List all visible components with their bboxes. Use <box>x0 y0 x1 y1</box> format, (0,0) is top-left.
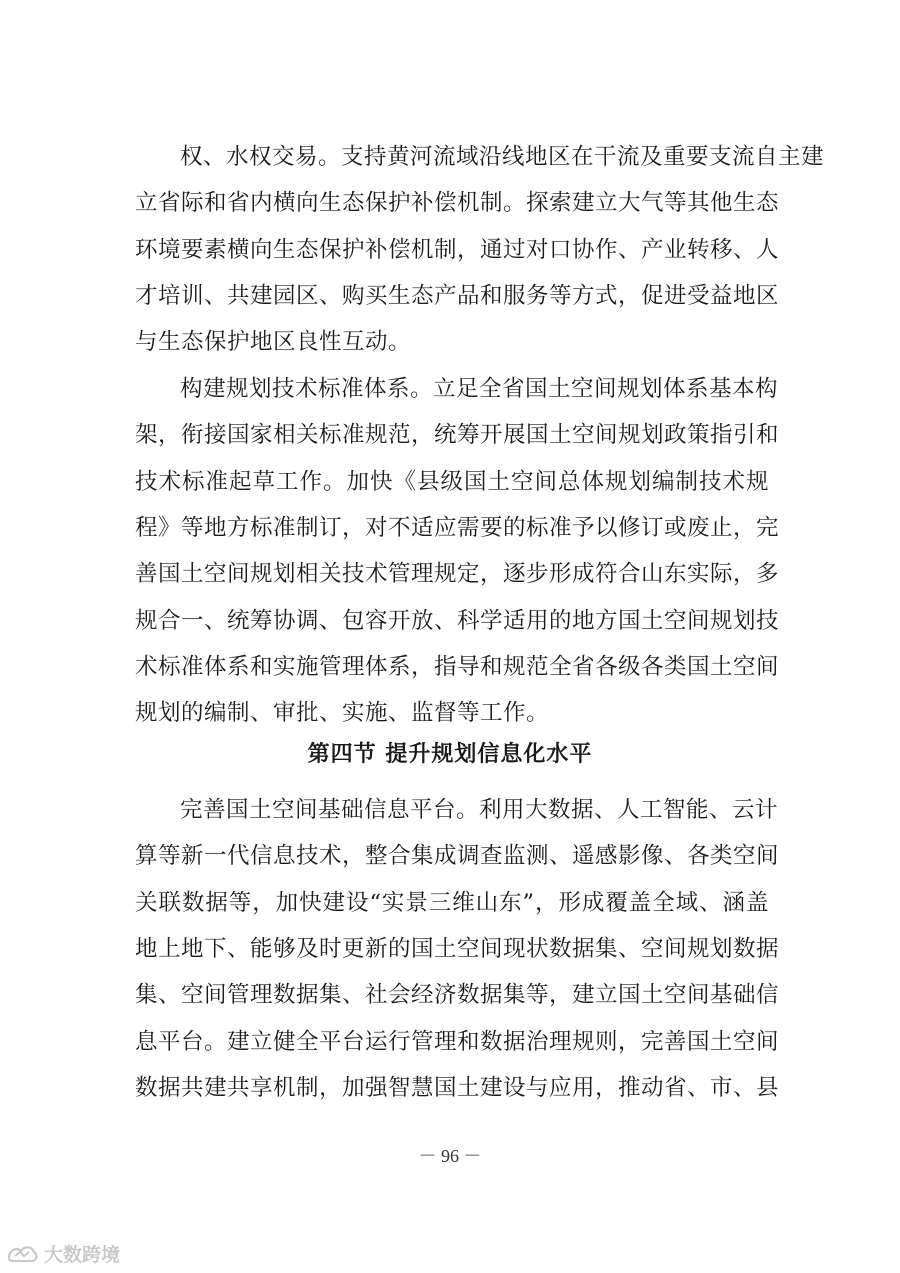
page-number: － 96 － <box>418 1146 482 1166</box>
paragraph-2-line: 术标准体系和实施管理体系，指导和规范全省各级各类国土空间 <box>135 653 780 680</box>
paragraph-1-line: 环境要素横向生态保护补偿机制，通过对口协作、产业转移、人 <box>135 236 780 263</box>
watermark-text: 大数跨境 <box>44 1244 121 1266</box>
section-heading: 第四节 提升规划信息化水平 <box>307 742 593 767</box>
paragraph-1-line: 与生态保护地区良性互动。 <box>135 329 412 356</box>
paragraph-2-line: 构建规划技术标准体系。立足全省国土空间规划体系基本构 <box>180 376 779 402</box>
paragraph-2-line: 善国土空间规划相关技术管理规定，逐步形成符合山东实际，多 <box>135 561 780 588</box>
watermark <box>6 1240 120 1267</box>
paragraph-2-line: 规合一、统筹协调、包容开放、科学适用的地方国土空间规划技 <box>135 607 780 634</box>
paragraph-2-line: 程》等地方标准制订，对不适应需要的标准予以修订或废止，完 <box>135 514 780 541</box>
paragraph-2-line: 架，衔接国家相关标准规范，统筹开展国土空间规划政策指引和 <box>135 422 780 449</box>
paragraph-3-line: 完善国土空间基础信息平台。利用大数据、人工智能、云计 <box>180 797 779 823</box>
paragraph-3-line: 息平台。建立健全平台运行管理和数据治理规则，完善国土空间 <box>135 1028 780 1055</box>
paragraph-1-line: 立省际和省内横向生态保护补偿机制。探索建立大气等其他生态 <box>135 190 780 217</box>
paragraph-2-line: 规划的编制、审批、实施、监督等工作。 <box>135 700 550 727</box>
paragraph-1-line: 权、水权交易。支持黄河流域沿线地区在干流及重要支流自主建 <box>180 144 825 170</box>
paragraph-1-line: 才培训、共建园区、购买生态产品和服务等方式，促进受益地区 <box>135 282 780 309</box>
paragraph-3-line: 关联数据等，加快建设“实景三维山东”，形成覆盖全域、涵盖 <box>135 889 769 916</box>
brand-logo-icon <box>6 1242 40 1266</box>
paragraph-3-line: 集、空间管理数据集、社会经济数据集等，建立国土空间基础信 <box>135 982 780 1009</box>
paragraph-2-line: 技术标准起草工作。加快《县级国土空间总体规划编制技术规 <box>135 468 769 495</box>
paragraph-3-line: 数据共建共享机制，加强智慧国土建设与应用，推动省、市、县 <box>135 1074 780 1101</box>
paragraph-3-line: 地上地下、能够及时更新的国土空间现状数据集、空间规划数据 <box>135 935 780 962</box>
paragraph-3-line: 算等新一代信息技术，整合集成调查监测、遥感影像、各类空间 <box>135 843 780 870</box>
